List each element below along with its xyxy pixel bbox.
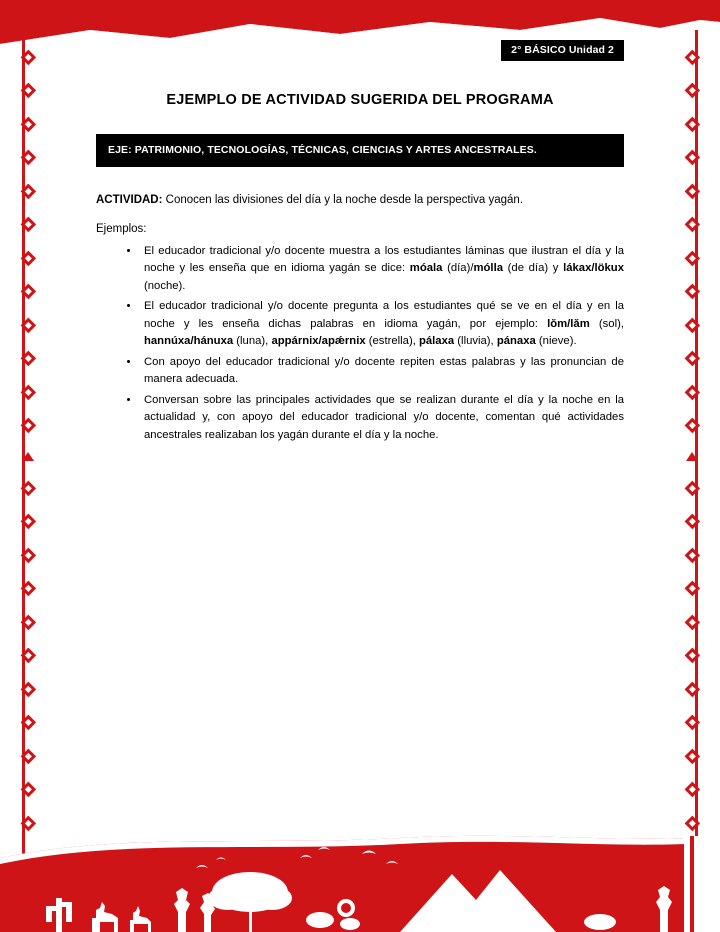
diamond-ornament [684,715,699,730]
diamond-ornament [684,514,699,529]
diamond-ornament [684,183,699,198]
diamond-ornament [20,83,35,98]
diamond-ornament [20,715,35,730]
bottom-landscape-illustration [0,812,720,932]
list-item: • El educador tradicional y/o docente muestra a los estudiantes láminas que ilustran el día y la noche y les enseña que en idioma yagán se dice: móala (día)/mólla (de día) y lákax/lökux (noche). [140,243,624,296]
diamond-ornament [684,748,699,763]
diamond-ornament [20,648,35,663]
right-decoration-column [664,40,720,840]
diamond-ornament [684,150,699,165]
diamond-ornament [20,514,35,529]
diamond-ornament [20,418,35,433]
diamond-ornament [20,782,35,797]
diamond-ornament [684,782,699,797]
right-diamond-strip [664,40,720,840]
diamond-ornament [20,614,35,629]
diamond-ornament [684,681,699,696]
diamond-ornament [20,384,35,399]
chevron-ornament [22,452,35,461]
list-item: • Conversan sobre las principales actividades que se realizan durante el día y la noche en la actualidad y, con apoyo del educador tradicional y/o docente, comentan qué actividades ancestrales realizaban los yagán durante el día y la noche. [140,392,624,445]
list-item: • Con apoyo del educador tradicional y/o docente repiten estas palabras y las pronuncian de manera adecuada. [140,354,624,389]
diamond-ornament [20,217,35,232]
diamond-ornament [20,284,35,299]
diamond-ornament [20,49,35,64]
diamond-ornament [684,547,699,562]
diamond-ornament [684,384,699,399]
diamond-ornament [684,351,699,366]
examples-list [96,243,624,445]
diamond-ornament [684,480,699,495]
diamond-ornament [20,547,35,562]
diamond-ornament [684,284,699,299]
diamond-ornament [684,116,699,131]
diamond-ornament [20,150,35,165]
chevron-ornament [686,452,699,461]
eje-banner: EJE: PATRIMONIO, TECNOLOGÍAS, TÉCNICAS, CIENCIAS Y ARTES ANCESTRALES. [96,134,624,167]
diamond-ornament [684,418,699,433]
diamond-ornament [20,116,35,131]
diamond-ornament [684,49,699,64]
examples-label: Ejemplos: [96,222,147,235]
activity-paragraph [96,193,624,209]
diamond-ornament [20,351,35,366]
document-content [96,44,624,447]
left-decoration-column [0,40,56,840]
diamond-ornament [684,648,699,663]
diamond-ornament [684,83,699,98]
diamond-ornament [684,217,699,232]
diamond-ornament [20,183,35,198]
left-diamond-strip [0,40,56,840]
unit-badge: 2° BÁSICO Unidad 2 [501,40,624,61]
list-item: • El educador tradicional y/o docente pregunta a los estudiantes qué se ve en el día y en la noche y les enseña dichas palabras en idioma yagán, por ejemplo: lŏm/lăm (sol), hannúxa/hánuxa (luna), appárnix/apǽrnix (estrella), pálaxa (lluvia), pánaxa (nieve). [140,298,624,351]
activity-label: ACTIVIDAD: [96,194,163,206]
page-title: EJEMPLO DE ACTIVIDAD SUGERIDA DEL PROGRAMA [166,92,554,108]
activity-text: Conocen las divisiones del día y la noche desde la perspectiva yagán. [162,194,524,206]
diamond-ornament [20,681,35,696]
diamond-ornament [684,581,699,596]
diamond-ornament [20,581,35,596]
diamond-ornament [20,250,35,265]
diamond-ornament [684,614,699,629]
diamond-ornament [20,748,35,763]
diamond-ornament [20,317,35,332]
diamond-ornament [684,250,699,265]
diamond-ornament [20,480,35,495]
diamond-ornament [684,317,699,332]
